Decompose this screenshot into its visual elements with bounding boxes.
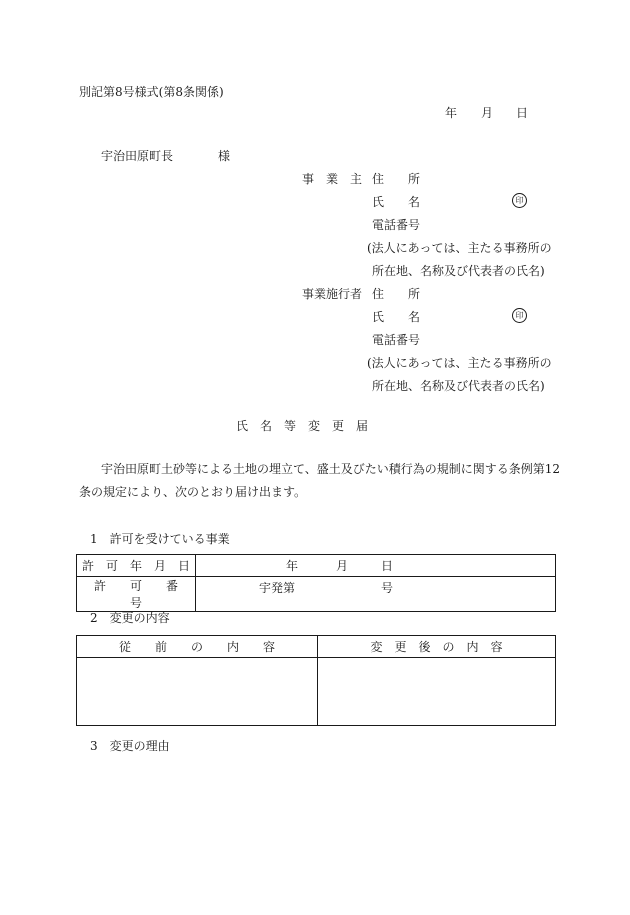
body-line-1: 宇治田原町土砂等による土地の埋立て、盛土及びたい積行為の規制に関する条例第12 xyxy=(101,462,561,476)
document-title: 氏 名 等 変 更 届 xyxy=(236,419,369,433)
permit-number-prefix: 宇発第 xyxy=(259,581,296,595)
permit-day-label: 日 xyxy=(381,559,394,573)
contractor-seal-icon: 印 xyxy=(512,308,527,323)
contractor-role-label: 事業施行者 xyxy=(302,287,363,301)
date-year-label: 年 xyxy=(445,106,458,120)
table-row xyxy=(77,658,556,726)
after-content-header: 変 更 後 の 内 容 xyxy=(318,636,556,658)
permit-month-label: 月 xyxy=(336,559,349,573)
section3-heading: 3 変更の理由 xyxy=(90,739,170,753)
applicant-corp-note-2: 所在地、名称及び代表者の氏名) xyxy=(372,264,545,278)
before-content-cell xyxy=(77,658,318,726)
contractor-corp-note-2: 所在地、名称及び代表者の氏名) xyxy=(372,379,545,393)
permit-date-label: 許 可 年 月 日 xyxy=(77,555,196,577)
section1-heading: 1 許可を受けている事業 xyxy=(90,532,230,546)
permit-number-suffix: 号 xyxy=(381,581,394,595)
addressee-honorific: 様 xyxy=(218,149,231,163)
permit-number-value xyxy=(196,577,556,612)
permit-table xyxy=(76,554,556,612)
permit-year-label: 年 xyxy=(286,559,299,573)
applicant-role-label: 事 業 主 xyxy=(302,172,363,186)
contractor-phone-label: 電話番号 xyxy=(372,333,421,347)
applicant-phone-label: 電話番号 xyxy=(372,218,421,232)
applicant-address-label: 住 所 xyxy=(372,172,421,186)
date-month-label: 月 xyxy=(481,106,494,120)
applicant-name-label: 氏 名 xyxy=(372,195,421,209)
contractor-corp-note-1: (法人にあっては、主たる事務所の xyxy=(367,356,552,370)
table-row xyxy=(77,555,556,577)
form-number: 別記第8号様式(第8条関係) xyxy=(79,85,224,99)
body-line-2: 条の規定により、次のとおり届け出ます。 xyxy=(79,485,307,499)
before-content-header: 従 前 の 内 容 xyxy=(77,636,318,658)
table-row xyxy=(77,636,556,658)
addressee: 宇治田原町長 xyxy=(101,149,174,163)
applicant-seal-icon: 印 xyxy=(512,193,527,208)
date-day-label: 日 xyxy=(516,106,529,120)
table-row xyxy=(77,577,556,612)
contractor-name-label: 氏 名 xyxy=(372,310,421,324)
contractor-address-label: 住 所 xyxy=(372,287,421,301)
section2-heading: 2 変更の内容 xyxy=(90,611,170,625)
permit-date-value xyxy=(196,555,556,577)
permit-number-label: 許 可 番 号 xyxy=(77,577,196,612)
change-table xyxy=(76,635,556,726)
after-content-cell xyxy=(318,658,556,726)
applicant-corp-note-1: (法人にあっては、主たる事務所の xyxy=(367,241,552,255)
